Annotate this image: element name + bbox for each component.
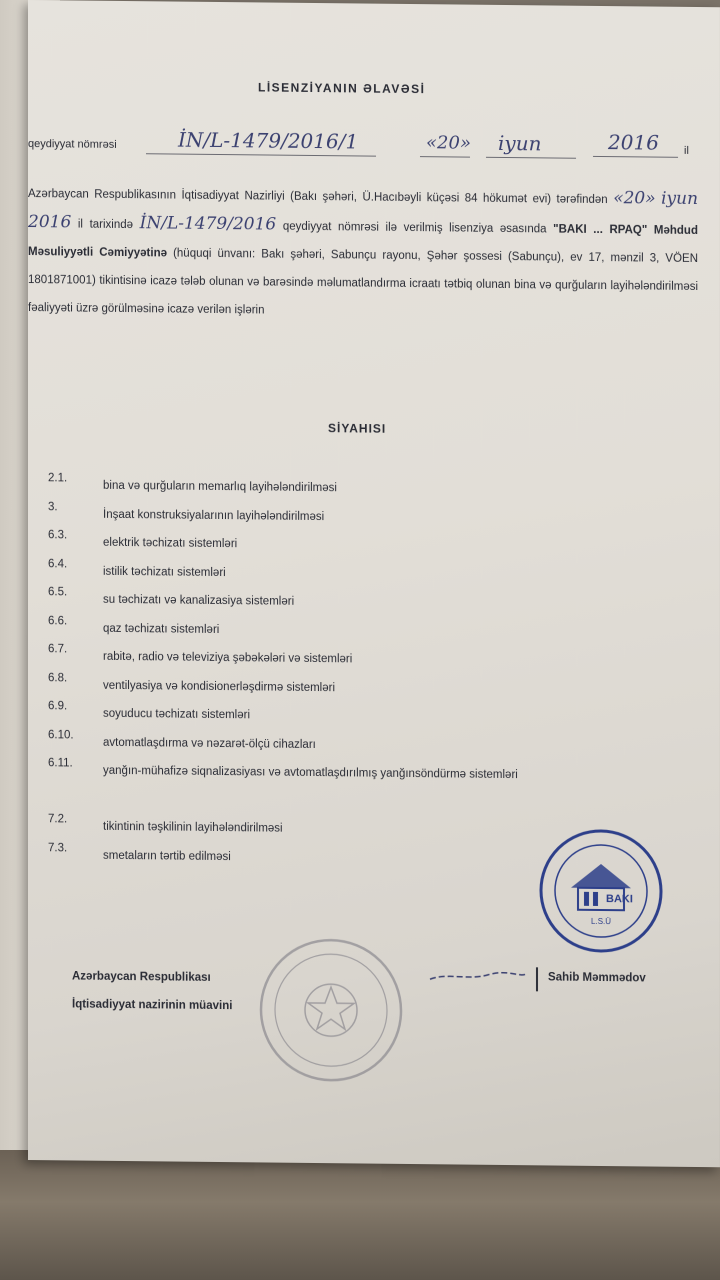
registration-line [28, 127, 708, 167]
stamp-text: BAKI [606, 893, 633, 906]
signer-name: Sahib Məmmədov [548, 971, 646, 985]
item-text: qaz təchizatı sistemləri [103, 622, 220, 636]
list-heading: SİYAHISI [328, 421, 387, 436]
stamp-subtext: L.S.Ü [591, 916, 612, 927]
ministry-seal [256, 934, 406, 1086]
paragraph-part3: qeydiyyat nömrəsi ilə verilmiş lisenziya əsasında [282, 220, 547, 236]
signature-separator [536, 967, 538, 991]
document-page [28, 0, 720, 1167]
item-code: 7.2. [48, 813, 68, 826]
date-month: iyun [498, 130, 542, 156]
item-code: 2.1. [48, 472, 68, 485]
item-text: bina və qurğuların memarlıq layihələndirilməsi [103, 479, 337, 495]
paragraph-day: «20» [613, 188, 656, 209]
date-month-underline [486, 157, 576, 159]
date-day: «20» [426, 132, 471, 154]
paragraph-year: 2016 [28, 212, 72, 233]
company-stamp [536, 825, 666, 956]
item-text: soyuducu təchizatı sistemləri [103, 707, 251, 722]
signatory-line1: Azərbaycan Respublikası [72, 970, 211, 984]
item-code: 6.4. [48, 557, 68, 570]
handwritten-signature [428, 970, 528, 983]
works-list [48, 472, 688, 877]
paragraph-part4: (hüquqi ünvanı: Bakı şəhəri, Sabunçu rayonu, Şəhər şossesi (Sabunçu), ev 17, mənzil 3, VÖEN 1801871001) tikintisinə icazə tələb olunan və barəsində məlumatlandırma icraatı tətbiq olunan bina və qurğuların layihələndirilməsi fəaliyyəti üzrə görülməsinə icazə verilən işlərin [28, 247, 698, 317]
item-code: 6.10. [48, 728, 74, 741]
item-text: istilik təchizatı sistemləri [103, 565, 226, 579]
document-title: LİSENZİYANIN ƏLAVƏSİ [258, 80, 426, 97]
company-name: "BAKI ... RPAQ" Məhdud Məsuliyyətli Cəmiyyətinə [28, 223, 698, 260]
list-item [48, 757, 688, 820]
item-text: yanğın-mühafizə siqnalizasiyası və avtomatlaşdırılmış yanğınsöndürmə sistemləri [103, 764, 518, 782]
item-text: elektrik təchizatı sistemləri [103, 536, 238, 551]
item-text: avtomatlaşdırma və nəzarət-ölçü cihazları [103, 736, 316, 751]
item-code: 6.3. [48, 529, 68, 542]
paragraph-number: İN/L-1479/2016 [139, 213, 277, 235]
signatory-title [72, 962, 232, 1020]
item-text: tikintinin təşkilinin layihələndirilməsi [103, 820, 283, 835]
item-code: 6.6. [48, 614, 68, 627]
date-suffix: il [684, 144, 689, 157]
registration-number: İN/L-1479/2016/1 [178, 127, 359, 154]
paragraph-part2: il tarixində [77, 218, 134, 232]
registration-label: qeydiyyat nömrəsi [28, 138, 117, 151]
item-text: su təchizatı və kanalizasiya sistemləri [103, 593, 295, 608]
date-day-underline [420, 156, 470, 158]
body-paragraph [28, 178, 698, 329]
item-code: 6.8. [48, 671, 68, 684]
table-surface [0, 1150, 720, 1280]
item-code: 6.11. [48, 757, 73, 770]
date-year: 2016 [608, 130, 659, 155]
item-text: rabitə, radio və televiziya şəbəkələri və sistemləri [103, 650, 353, 666]
item-text: ventilyasiya və kondisionerləşdirmə sistemləri [103, 679, 336, 694]
paragraph-month: iyun [661, 188, 699, 210]
date-year-underline [593, 156, 678, 158]
item-code: 6.7. [48, 643, 68, 656]
signatory-line2: İqtisadiyyat nazirinin müavini [72, 998, 233, 1013]
paragraph-part1: Azərbaycan Respublikasının İqtisadiyyat Nazirliyi (Bakı şəhəri, Ü.Hacıbəyli küçəsi 84 hökumət evi) tərəfindən [28, 188, 608, 207]
item-code: 6.5. [48, 586, 68, 599]
item-text: İnşaat konstruksiyalarının layihələndirilməsi [103, 508, 325, 523]
item-text: smetaların tərtib edilməsi [103, 849, 231, 863]
item-code: 6.9. [48, 700, 68, 713]
item-code: 7.3. [48, 841, 68, 854]
registration-underline [146, 153, 376, 156]
item-code: 3. [48, 500, 58, 513]
